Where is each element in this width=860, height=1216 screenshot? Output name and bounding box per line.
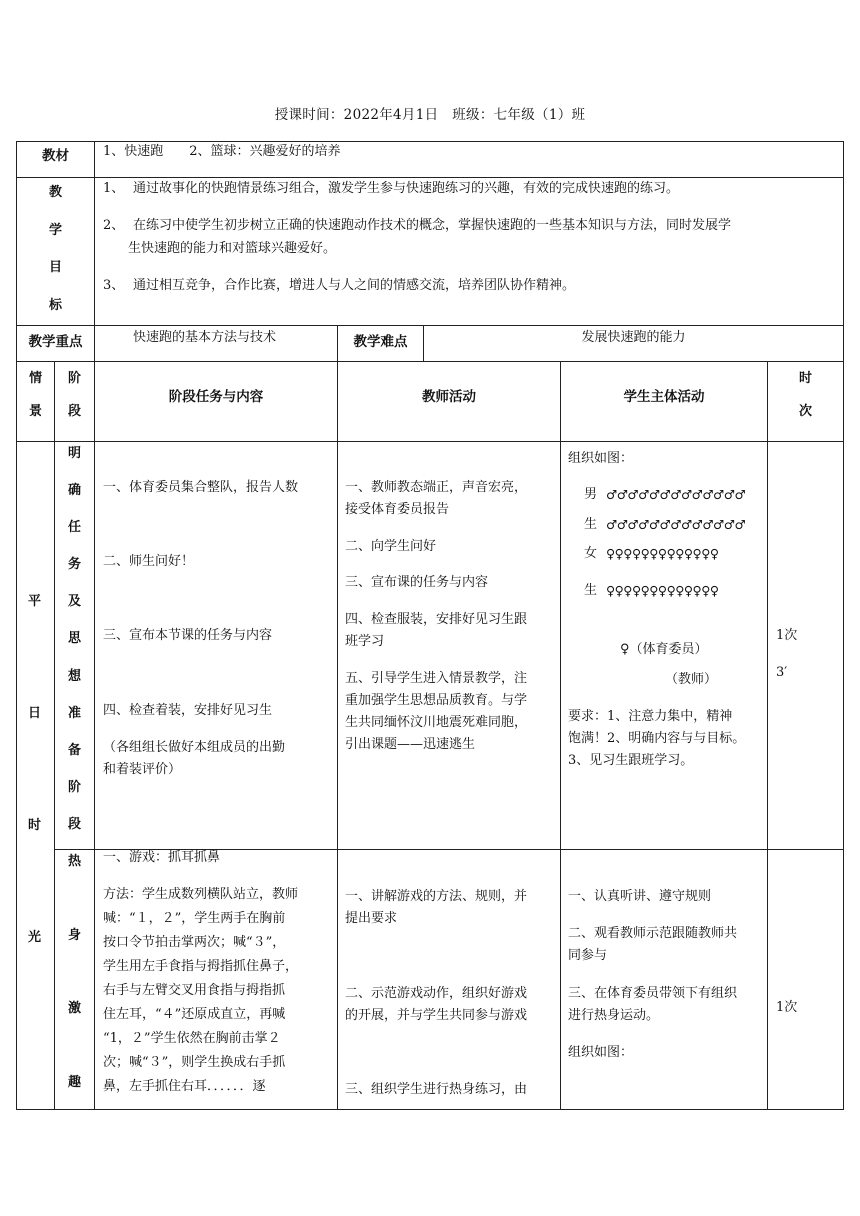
stage2-char: 身 (67, 927, 81, 943)
stage2-task-9: 次；喊“３”，则学生换成右手抓 (103, 1055, 286, 1070)
stage2-char: 热 (67, 854, 81, 869)
goal-3-num: 3、 (103, 278, 125, 293)
stage1-char: 思 (67, 631, 81, 647)
stage2-teacher-4: 的开展，并与学生共同参与游戏 (345, 1008, 528, 1023)
stage2-char: 趣 (67, 1074, 81, 1090)
stage2-student-5: 进行热身运动。 (568, 1008, 660, 1023)
header-scene-char: 景 (28, 404, 42, 419)
stage1-teacher-5: 四、检查服装，安排好见习生跟 (345, 612, 528, 627)
formation-monitor: ♀（体育委员） (620, 642, 708, 657)
formation-label-female-1: 女 (584, 546, 598, 561)
scene-char-3: 时 (28, 818, 42, 833)
scene-char-1: 平 (28, 594, 42, 609)
stage1-teacher-8: 重加强学生思想品质教育。与学 (345, 693, 528, 708)
header-times-char: 次 (798, 404, 812, 419)
header-task: 阶段任务与内容 (168, 389, 264, 405)
stage1-char: 准 (67, 705, 81, 721)
stage1-task-1: 一、体育委员集合整队，报告人数 (103, 480, 299, 495)
scene-char-2: 日 (28, 706, 42, 721)
scene-char-4: 光 (28, 930, 42, 945)
key-label: 教学重点 (28, 334, 83, 350)
goal-2-text-line1: 在练习中使学生初步树立正确的快速跑动作技术的概念，掌握快速跑的一些基本知识与方法，同时发展学 (133, 218, 732, 233)
stage1-label (55, 442, 94, 832)
formation-label-male-2: 生 (584, 517, 598, 532)
stage2-teacher-2: 提出要求 (345, 911, 398, 926)
stage1-teacher-2: 接受体育委员报告 (345, 502, 450, 517)
stage2-task-5: 学生用左手食指与拇指抓住鼻子， (103, 959, 299, 974)
header-stage-char: 阶 (67, 371, 81, 386)
stage2-student-6: 组织如图： (568, 1045, 634, 1060)
goal-3-text: 通过相互竞争，合作比赛，增进人与人之间的情感交流，培养团队协作精神。 (133, 278, 576, 293)
stage2-task-4: 按口令节拍击掌两次；喊“３”， (103, 935, 286, 950)
stage2-task-6: 右手与左臂交叉用食指与拇指抓 (103, 983, 286, 998)
formation-teacher: （教师） (665, 672, 718, 687)
female-symbol-row-1: ♀♀♀♀♀♀♀♀♀♀♀♀♀ (606, 546, 719, 561)
stage1-char: 确 (67, 483, 81, 499)
stage1-times-duration: 3′ (776, 665, 788, 680)
goal-2-text-line2: 生快速跑的能力和对篮球兴趣爱好。 (128, 241, 337, 256)
stage1-task-2: 二、师生问好！ (103, 554, 195, 569)
stage1-task-3: 三、宣布本节课的任务与内容 (103, 628, 273, 643)
stage2-student-3: 同参与 (568, 948, 608, 963)
header-times (768, 367, 843, 419)
stage1-task-6: 和着装评价） (103, 762, 182, 777)
goals-label-char: 学 (48, 222, 62, 238)
formation-label-female-2: 生 (584, 583, 598, 598)
stage1-char: 任 (67, 520, 81, 536)
stage1-req-3: 3、见习生跟班学习。 (568, 753, 694, 768)
stage1-task-5: （各组组长做好本组成员的出勤 (103, 740, 286, 755)
stage2-teacher-5: 三、组织学生进行热身练习，由 (345, 1082, 528, 1097)
stage1-teacher-6: 班学习 (345, 634, 385, 649)
stage2-student-2: 二、观看教师示范跟随教师共 (568, 926, 738, 941)
stage2-char: 激 (67, 1001, 81, 1017)
stage2-task-8: “1，２”学生依然在胸前击掌２ (103, 1031, 281, 1046)
goals-label-char: 目 (48, 260, 62, 276)
goals-label (17, 181, 94, 313)
stage1-org-title: 组织如图： (568, 451, 634, 466)
header-scene-char: 情 (28, 371, 42, 386)
goal-1-text: 通过故事化的快跑情景练习组合，激发学生参与快速跑练习的兴趣，有效的完成快速跑的练习。 (133, 181, 680, 196)
lesson-header: 授课时间：2022年4月1日 班级：七年级（1）班 (274, 107, 586, 123)
stage2-teacher-3: 二、示范游戏动作，组织好游戏 (345, 986, 528, 1001)
stage1-teacher-9: 生共同缅怀汶川地震死难同胞， (345, 715, 528, 730)
stage2-task-1: 一、游戏：抓耳抓鼻 (103, 850, 221, 865)
key-value: 快速跑的基本方法与技术 (133, 330, 277, 345)
stage2-student-1: 一、认真听讲、遵守规则 (568, 889, 712, 904)
stage1-req-2: 饱满！2、明确内容与与目标。 (568, 731, 746, 746)
header-stage-char: 段 (67, 404, 81, 419)
stage2-times-count: 1次 (776, 1000, 798, 1015)
goals-label-char: 教 (48, 185, 62, 200)
stage2-teacher-1: 一、讲解游戏的方法、规则，并 (345, 889, 528, 904)
female-symbol-row-2: ♀♀♀♀♀♀♀♀♀♀♀♀♀ (606, 583, 719, 598)
stage1-teacher-4: 三、宣布课的任务与内容 (345, 575, 489, 590)
stage1-req-1: 要求：1、注意力集中，精神 (568, 709, 733, 724)
header-student: 学生主体活动 (623, 389, 705, 405)
material-label: 教材 (42, 148, 69, 164)
stage1-teacher-7: 五、引导学生进入情景教学，注 (345, 671, 528, 686)
header-stage (55, 367, 94, 419)
stage1-char: 段 (67, 816, 81, 832)
male-symbol-row-1: ♂♂♂♂♂♂♂♂♂♂♂♂♂ (606, 487, 746, 502)
stage1-char: 及 (67, 594, 81, 610)
stage2-student-4: 三、在体育委员带领下有组织 (568, 986, 738, 1001)
goal-2-num: 2、 (103, 218, 125, 233)
stage2-task-3: 喊：“１，２”，学生两手在胸前 (103, 911, 286, 926)
goals-label-char: 标 (48, 297, 62, 313)
formation-label-male-1: 男 (584, 487, 598, 502)
goal-1-num: 1、 (103, 181, 125, 196)
material-content: 1、快速跑 2、篮球：兴趣爱好的培养 (103, 144, 341, 159)
stage2-label (55, 850, 94, 1090)
difficulty-value: 发展快速跑的能力 (581, 330, 686, 345)
stage1-char: 阶 (67, 779, 81, 795)
stage1-char: 想 (67, 668, 81, 684)
header-teacher: 教师活动 (422, 389, 476, 405)
stage2-task-2: 方法：学生成数列横队站立，教师 (103, 887, 299, 902)
stage1-char: 明 (67, 446, 81, 461)
header-times-char: 时 (798, 371, 812, 386)
stage1-task-4: 四、检查着装，安排好见习生 (103, 703, 273, 718)
stage2-task-7: 住左耳，“４”还原成直立，再喊 (103, 1007, 286, 1022)
stage1-char: 备 (67, 742, 81, 758)
stage2-task-10: 鼻，左手抓住右耳．．．．．．逐 (103, 1079, 266, 1094)
stage1-teacher-10: 引出课题——迅速逃生 (345, 737, 476, 752)
difficulty-label: 教学难点 (353, 334, 408, 350)
male-symbol-row-2: ♂♂♂♂♂♂♂♂♂♂♂♂♂ (606, 517, 746, 532)
stage1-teacher-3: 二、向学生问好 (345, 539, 437, 554)
stage1-char: 务 (67, 557, 81, 573)
header-scene (17, 367, 54, 419)
stage1-teacher-1: 一、教师教态端正，声音宏亮， (345, 480, 528, 495)
stage1-times-count: 1次 (776, 628, 798, 643)
